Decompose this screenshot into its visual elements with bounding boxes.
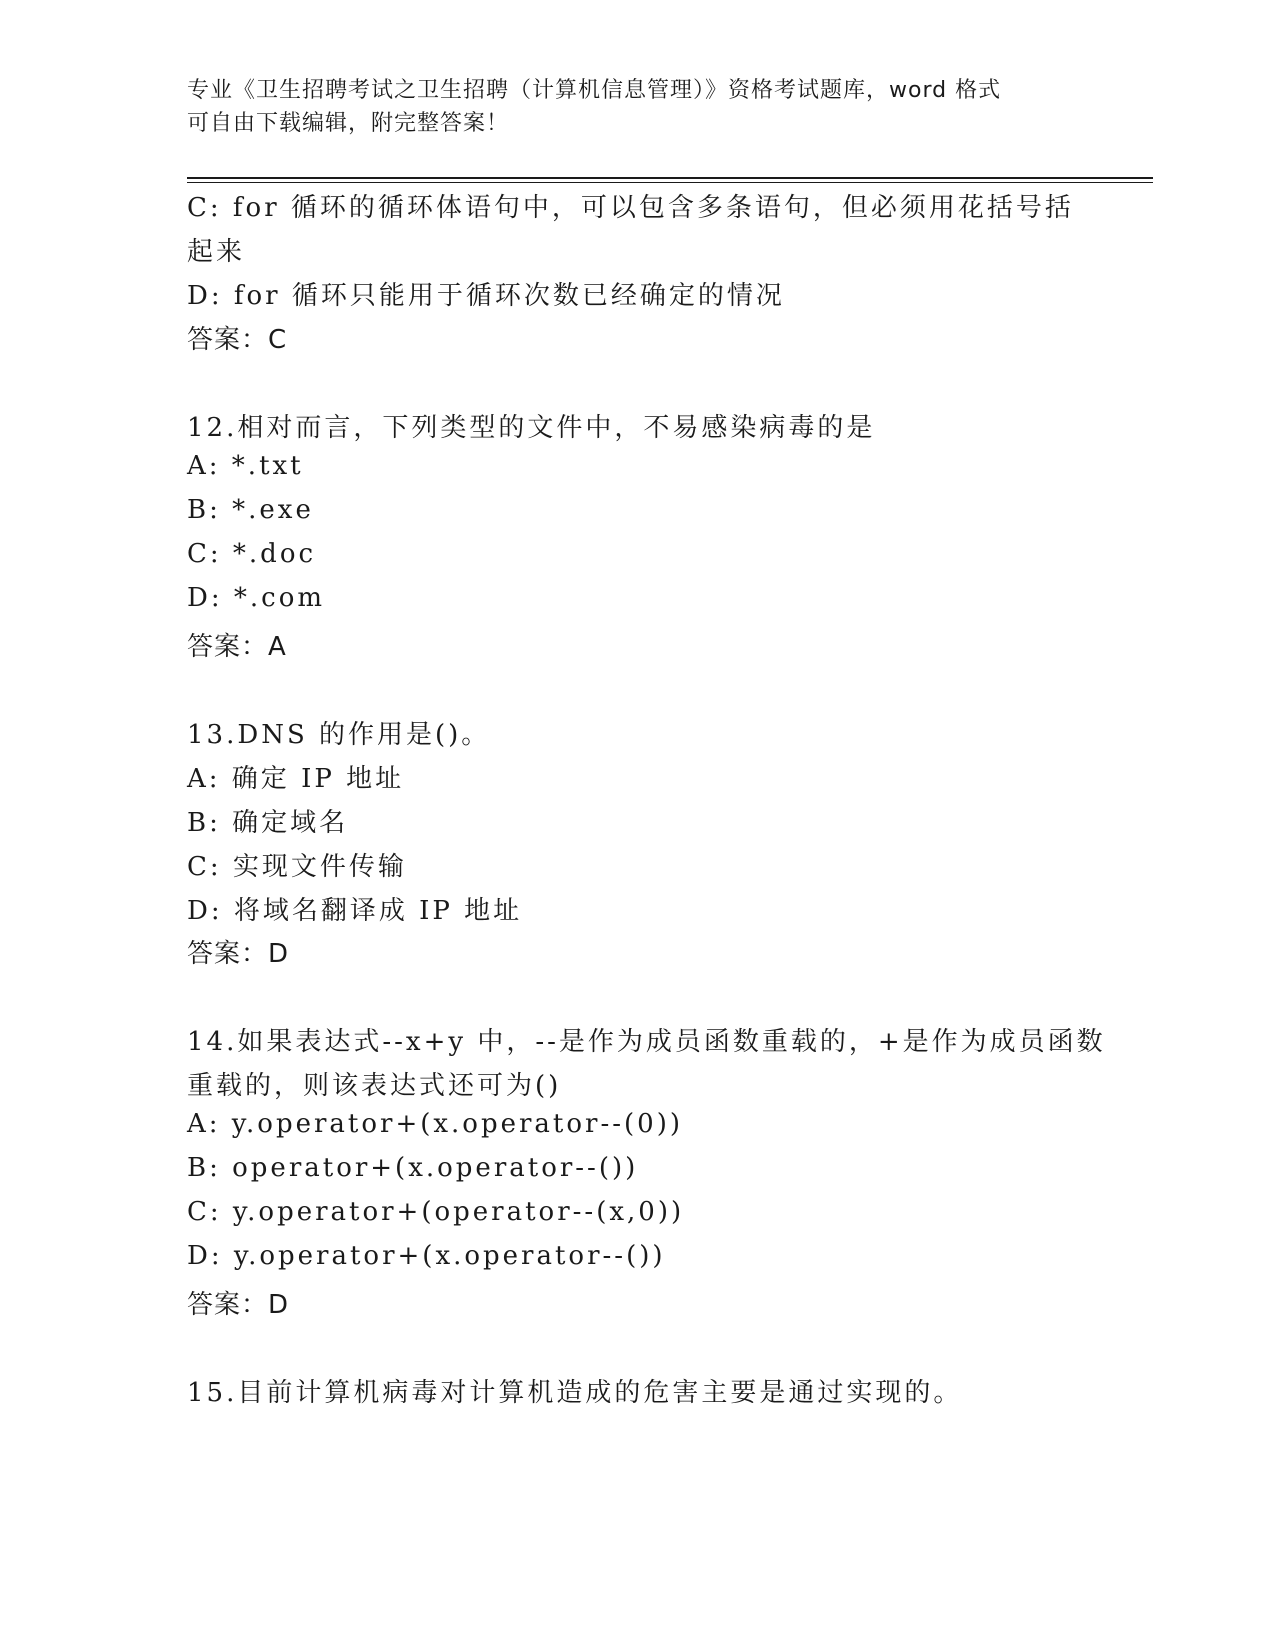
q14-option-a: A: y.operator+(x.operator--(0)) xyxy=(187,1109,683,1139)
document-header xyxy=(187,74,1067,140)
header-line-2: 可自由下载编辑，附完整答案！ xyxy=(187,111,510,136)
q12-option-c: C: *.doc xyxy=(187,539,317,569)
q13-option-b: B: 确定域名 xyxy=(187,808,349,838)
q12-answer: 答案：A xyxy=(187,632,287,662)
header-divider-thick xyxy=(187,177,1153,179)
q12-option-a: A: *.txt xyxy=(187,451,304,481)
q13-option-a: A: 确定 IP 地址 xyxy=(187,764,405,794)
q13-question: 13.DNS 的作用是()。 xyxy=(187,720,491,750)
q14-option-c: C: y.operator+(operator--(x,0)) xyxy=(187,1197,685,1227)
header-divider-thin xyxy=(187,182,1153,183)
q12-option-d: D: *.com xyxy=(187,583,326,613)
q11-answer: 答案：C xyxy=(187,325,288,355)
q14-option-b: B: operator+(x.operator--()) xyxy=(187,1153,639,1183)
q15-question: 15.目前计算机病毒对计算机造成的危害主要是通过实现的。 xyxy=(187,1378,963,1408)
q13-option-c: C: 实现文件传输 xyxy=(187,852,407,882)
q11-option-d: D: for 循环只能用于循环次数已经确定的情况 xyxy=(187,281,785,311)
q13-option-d: D: 将域名翻译成 IP 地址 xyxy=(187,896,523,926)
q13-answer: 答案：D xyxy=(187,939,290,969)
q14-option-d: D: y.operator+(x.operator--()) xyxy=(187,1241,666,1271)
q14-question-line-1: 14.如果表达式--x+y 中，--是作为成员函数重载的，+是作为成员函数 xyxy=(187,1027,1106,1057)
q11-option-c-line-1: C: for 循环的循环体语句中，可以包含多条语句，但必须用花括号括 xyxy=(187,193,1074,223)
header-line-1: 专业《卫生招聘考试之卫生招聘（计算机信息管理）》资格考试题库，word 格式 xyxy=(187,78,1002,103)
q14-question-line-2: 重载的，则该表达式还可为() xyxy=(187,1071,562,1101)
q11-option-c-line-2: 起来 xyxy=(187,237,246,267)
q12-option-b: B: *.exe xyxy=(187,495,314,525)
q14-answer: 答案：D xyxy=(187,1290,290,1320)
q12-question: 12.相对而言，下列类型的文件中，不易感染病毒的是 xyxy=(187,413,876,443)
